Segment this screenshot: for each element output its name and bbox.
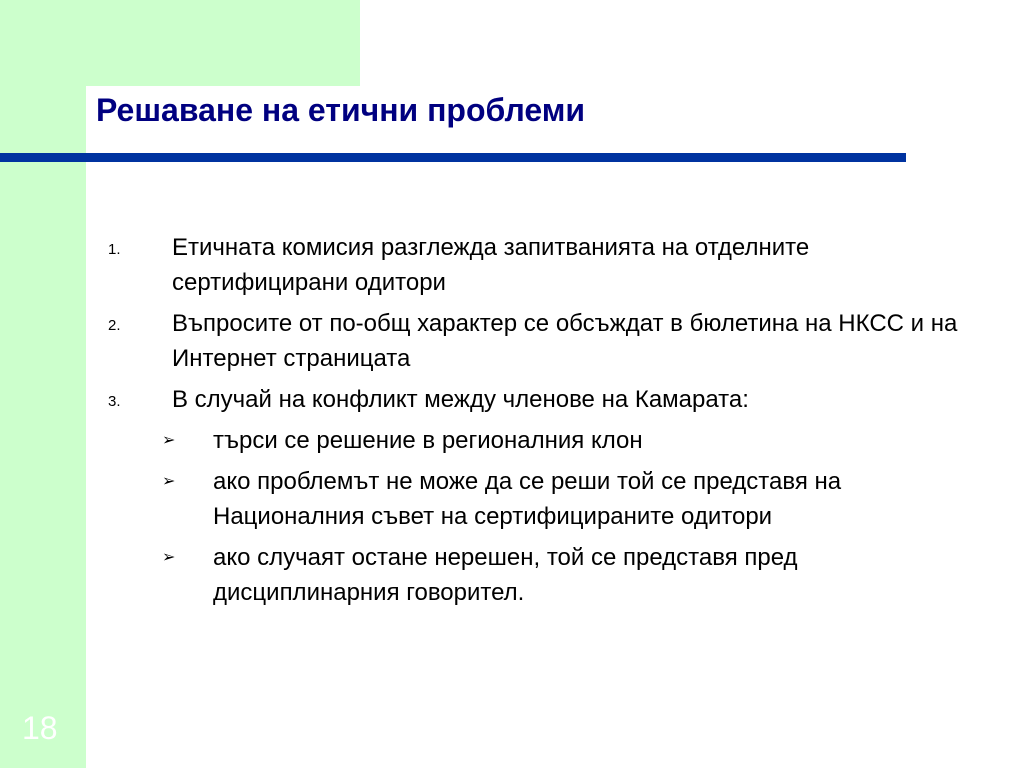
item-text: Въпросите от по-общ характер се обсъждат в бюлетина на НКСС и на Интернет страницата [172,310,958,372]
sub-item [108,423,978,458]
arrow-bullet-icon: ➢ [162,549,176,566]
numbered-item [108,230,978,300]
page-number: 18 [22,710,58,746]
title-underline-rule [0,153,906,162]
sub-item [108,464,978,534]
numbered-item [108,382,978,417]
slide-body [108,230,978,616]
left-accent-bar [0,0,86,768]
sub-item-text: ако проблемът не може да се реши той се представя на Националния съвет на сертифицираните одитори [213,468,842,530]
sub-item [108,540,978,610]
arrow-bullet-icon: ➢ [162,473,176,490]
sub-item-text: търси се решение в регионалния клон [213,427,643,454]
item-number: 2. [108,317,121,334]
item-text: Етичната комисия разглежда запитванията на отделните сертифицирани одитори [172,234,810,296]
slide-title: Решаване на етични проблеми [96,92,586,128]
top-accent-block [0,0,360,86]
numbered-item [108,306,978,376]
item-number: 1. [108,241,121,258]
item-number: 3. [108,393,121,410]
arrow-bullet-icon: ➢ [162,432,176,449]
sub-item-text: ако случаят остане нерешен, той се представя пред дисциплинарния говорител. [213,544,798,606]
item-text: В случай на конфликт между членове на Камарата: [172,386,749,413]
